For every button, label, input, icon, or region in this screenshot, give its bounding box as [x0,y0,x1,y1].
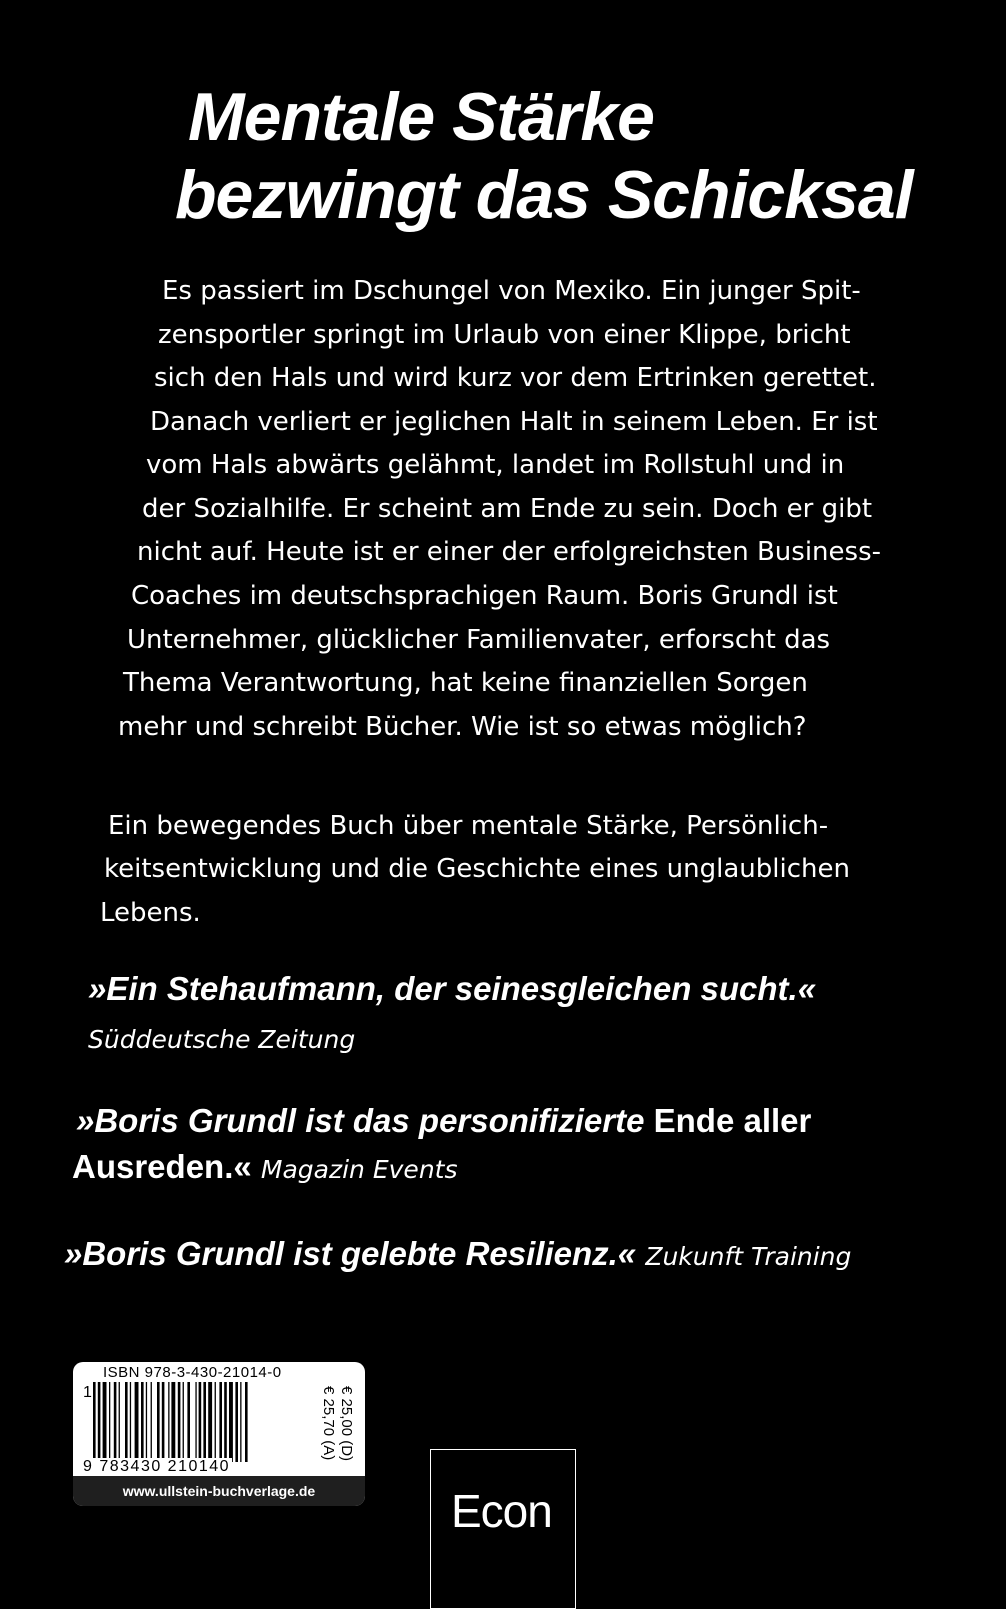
isbn-number: ISBN 978-3-430-21014-0 [103,1364,282,1381]
blurb-line: Unternehmer, glücklicher Familienvater, erforscht das [127,625,831,655]
barcode-bar [208,1382,212,1462]
barcode-bar [135,1382,139,1462]
blurb-line: Thema Verantwortung, hat keine finanziellen Sorgen [123,668,808,698]
blurb-line: Ein bewegendes Buch über mentale Stärke, Persönlich- [108,811,829,841]
barcode-bar [199,1382,202,1462]
quote-text-line2: Ausreden.« [72,1148,252,1185]
price-germany: € 25,00 (D) [338,1386,355,1462]
blurb-line: Danach verliert er jeglichen Halt in seinem Leben. Er ist [150,407,878,437]
barcode-bar [183,1382,184,1462]
blurb-line: Es passiert im Dschungel von Mexiko. Ein junger Spit- [162,276,861,306]
barcode-bar [219,1382,222,1462]
quote-text: »Boris Grundl ist gelebte Resilienz.« [64,1235,637,1272]
blurb-line: Lebens. [100,898,201,928]
title-line-1: Mentale Stärke [188,79,654,155]
barcode-bar [203,1382,206,1462]
barcode-bar [187,1382,190,1462]
publisher-url: www.ullstein-buchverlage.de [73,1476,365,1506]
barcode-digits: 9 783430 210140 [83,1458,231,1475]
quote-text: »Ein Stehaufmann, der seinesgleichen sucht.« [88,970,817,1007]
blurb-line: sich den Hals und wird kurz vor dem Ertrinken gerettet. [154,363,877,393]
review-quote-2 [76,1102,811,1140]
barcode-bar [215,1382,216,1462]
barcode-bar [103,1382,107,1462]
barcode-bar [168,1382,169,1462]
barcode-bar [114,1382,117,1462]
barcode-bar [229,1382,233,1462]
barcode-bar [224,1382,227,1462]
price-austria: € 25,70 (A) [320,1386,337,1461]
quote-source: Magazin Events [260,1155,458,1184]
barcode-bar [171,1382,175,1462]
blurb-line: vom Hals abwärts gelähmt, landet im Rollstuhl und in [146,450,845,480]
quote-text-upright: Ende aller [653,1102,812,1139]
logo-text: Econ [451,1485,552,1537]
blurb-line: mehr und schreibt Bücher. Wie ist so etwas möglich? [118,712,807,742]
blurb-line: Coaches im deutschsprachigen Raum. Boris Grundl ist [131,581,838,611]
barcode-bar [130,1382,131,1462]
barcode-bar [146,1382,147,1462]
barcode-bar [157,1382,160,1462]
barcode-bar [240,1382,241,1462]
econ-logo [430,1449,576,1609]
blurb-line: keitsentwicklung und die Geschichte eines unglaublichen [104,854,850,884]
isbn-barcode-label [73,1362,365,1506]
barcode-bar [195,1382,196,1462]
barcode-bar [151,1382,152,1462]
book-title [175,78,913,234]
barcode-bar [235,1382,238,1462]
review-quote-3 [64,1235,851,1273]
barcode-bar [109,1382,110,1462]
blurb-line: nicht auf. Heute ist er einer der erfolgreichsten Business- [137,537,881,567]
quote-source: Zukunft Training [645,1242,852,1271]
barcode-bar [93,1382,96,1462]
barcode-bar [245,1382,248,1462]
review-quote-1 [88,970,816,1008]
blurb-line: zensportler springt im Urlaub von einer Klippe, bricht [158,320,851,350]
review-quote-2-line2 [72,1148,458,1186]
barcode-bar [98,1382,101,1462]
barcode-bar [178,1382,181,1462]
quote-source: Süddeutsche Zeitung [88,1025,356,1054]
barcode-bar [119,1382,120,1462]
blurb-line: der Sozialhilfe. Er scheint am Ende zu sein. Doch er gibt [142,494,873,524]
title-line-2: bezwingt das Schicksal [175,157,913,233]
barcode-bar [141,1382,144,1462]
barcode-bar [162,1382,165,1462]
price-labels [313,1382,361,1478]
review-source-1 [88,1018,355,1056]
barcode-lead-digit: 1 [83,1384,92,1401]
quote-text-italic: »Boris Grundl ist das personifizierte [76,1102,645,1139]
barcode-bar [125,1382,128,1462]
